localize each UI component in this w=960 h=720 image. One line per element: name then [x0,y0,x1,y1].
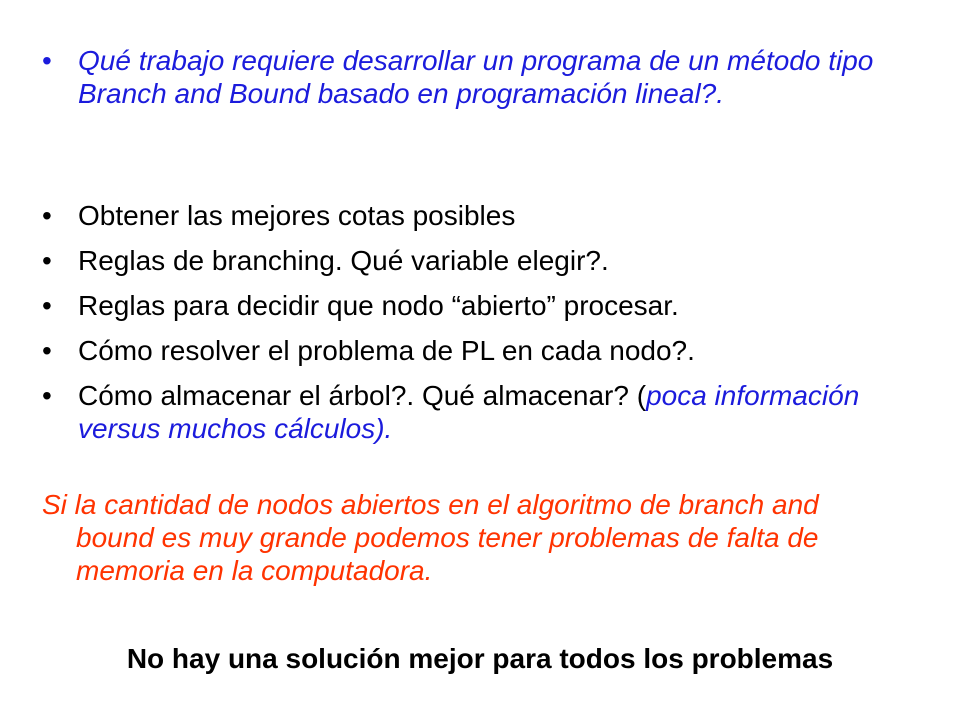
storage-prefix: Cómo almacenar el árbol?. Qué almacenar? ( [78,380,647,411]
list-item [42,244,922,277]
question-bullet [42,44,922,110]
bullet-marker: • [42,245,52,276]
bullet-marker: • [42,290,52,321]
list-item-text: Cómo resolver el problema de PL en cada nodo?. [78,335,695,366]
storage-highlight: poca información versus muchos cálculos). [78,380,860,444]
warning-text: Si la cantidad de nodos abiertos en el algoritmo de branch and bound es muy grande podemos tener problemas de falta de memoria en la computadora. [42,489,819,586]
list-item [42,199,922,232]
warning-paragraph [42,488,902,587]
list-item-text: Reglas de branching. Qué variable elegir?. [78,245,609,276]
bullet-marker: • [42,335,52,366]
list-item [42,289,922,322]
storage-bullet-text [78,379,922,445]
list-item [42,379,922,445]
question-text: Qué trabajo requiere desarrollar un programa de un método tipo Branch and Bound basado en programación lineal?. [78,45,874,109]
conclusion-text: No hay una solución mejor para todos los problemas [126,643,834,674]
list-item-text: Reglas para decidir que nodo “abierto” procesar. [78,290,679,321]
list-item [42,334,922,367]
bullet-marker: • [42,200,52,231]
bullet-marker: • [42,45,52,76]
bullet-marker: • [42,380,52,411]
task-list [42,199,922,445]
list-item-text: Obtener las mejores cotas posibles [78,200,516,231]
